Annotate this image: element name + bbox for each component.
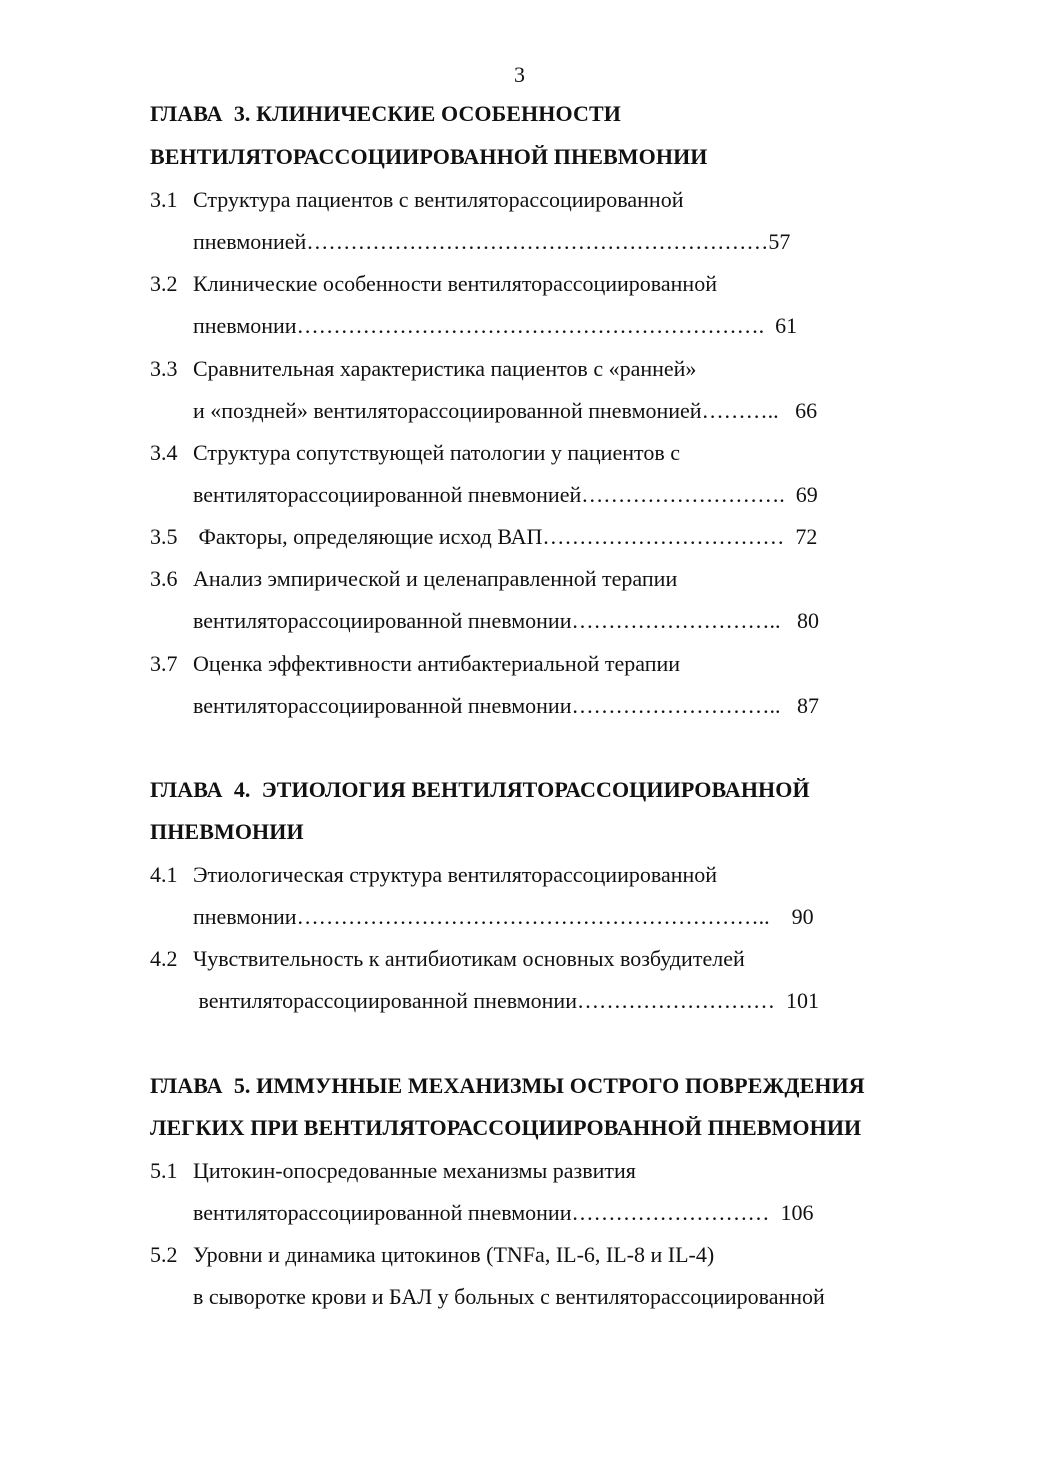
chapter-3-heading-line-2: ВЕНТИЛЯТОРАССОЦИИРОВАННОЙ ПНЕВМОНИИ [150,144,708,169]
toc-entry-title: Клинические особенности вентиляторассоциированной [193,271,717,296]
chapter-4-heading-line-2: ПНЕВМОНИИ [150,819,304,844]
chapter-3-heading-line-1: ГЛАВА 3. КЛИНИЧЕСКИЕ ОСОБЕННОСТИ [150,101,621,126]
toc-entry-title: Цитокин-опосредованные механизмы развития [193,1158,636,1183]
toc-entry-title: Чувствительность к антибиотикам основных возбудителей [193,946,745,971]
toc-entry-continuation: вентиляторассоциированной пневмонией………………………. 69 [193,482,818,507]
toc-entry-number: 5.1 [150,1158,178,1183]
toc-entry-title: Уровни и динамика цитокинов (TNFa, IL-6, IL-8 и IL-4) [193,1242,715,1267]
toc-entry-number: 3.6 [150,566,178,591]
toc-entry-continuation: вентиляторассоциированной пневмонии……………………….. 80 [193,608,819,633]
toc-entry-title: Структура сопутствующей патологии у пациентов с [193,440,680,465]
toc-entry-continuation: в сыворотке крови и БАЛ у больных с вентиляторассоциированной [193,1284,825,1309]
chapter-5-heading-line-2: ЛЕГКИХ ПРИ ВЕНТИЛЯТОРАССОЦИИРОВАННОЙ ПНЕВМОНИИ [150,1115,862,1140]
toc-entry-title: Оценка эффективности антибактериальной терапии [193,651,681,676]
toc-entry-number: 4.2 [150,946,178,971]
toc-entry-number: 3.5 [150,524,178,549]
toc-entry-continuation: и «поздней» вентиляторассоциированной пневмонией……….. 66 [193,398,818,423]
toc-entry-number: 3.7 [150,651,178,676]
toc-entry-number: 3.3 [150,356,178,381]
toc-entry-title: Анализ эмпирической и целенаправленной терапии [193,566,678,591]
toc-entry-continuation: вентиляторассоциированной пневмонии……………………… 106 [193,1200,814,1225]
toc-entry-continuation: пневмонии……………………………………………………….. 90 [193,904,814,929]
chapter-5-heading-line-1: ГЛАВА 5. ИММУННЫЕ МЕХАНИЗМЫ ОСТРОГО ПОВРЕЖДЕНИЯ [150,1073,865,1098]
toc-entry-continuation: вентиляторассоциированной пневмонии……………………… 101 [193,988,819,1013]
toc-entry-title: Сравнительная характеристика пациентов с «ранней» [193,356,697,381]
toc-entry-number: 3.1 [150,187,178,212]
chapter-4-heading-line-1: ГЛАВА 4. ЭТИОЛОГИЯ ВЕНТИЛЯТОРАССОЦИИРОВАННОЙ [150,777,810,802]
toc-entry-title: Структура пациентов с вентиляторассоциированной [193,187,684,212]
page-number: 3 [514,62,525,87]
toc-entry-title: Факторы, определяющие исход ВАП…………………………… 72 [193,524,818,549]
toc-entry-number: 3.4 [150,440,178,465]
toc-entry-continuation: пневмонии………………………………………………………. 61 [193,313,798,338]
toc-entry-number: 5.2 [150,1242,178,1267]
toc-entry-title: Этиологическая структура вентиляторассоциированной [193,862,718,887]
toc-entry-continuation: вентиляторассоциированной пневмонии……………………….. 87 [193,693,819,718]
toc-entry-continuation: пневмонией………………………………………………………57 [193,229,791,254]
toc-entry-number: 3.2 [150,271,178,296]
toc-entry-number: 4.1 [150,862,178,887]
